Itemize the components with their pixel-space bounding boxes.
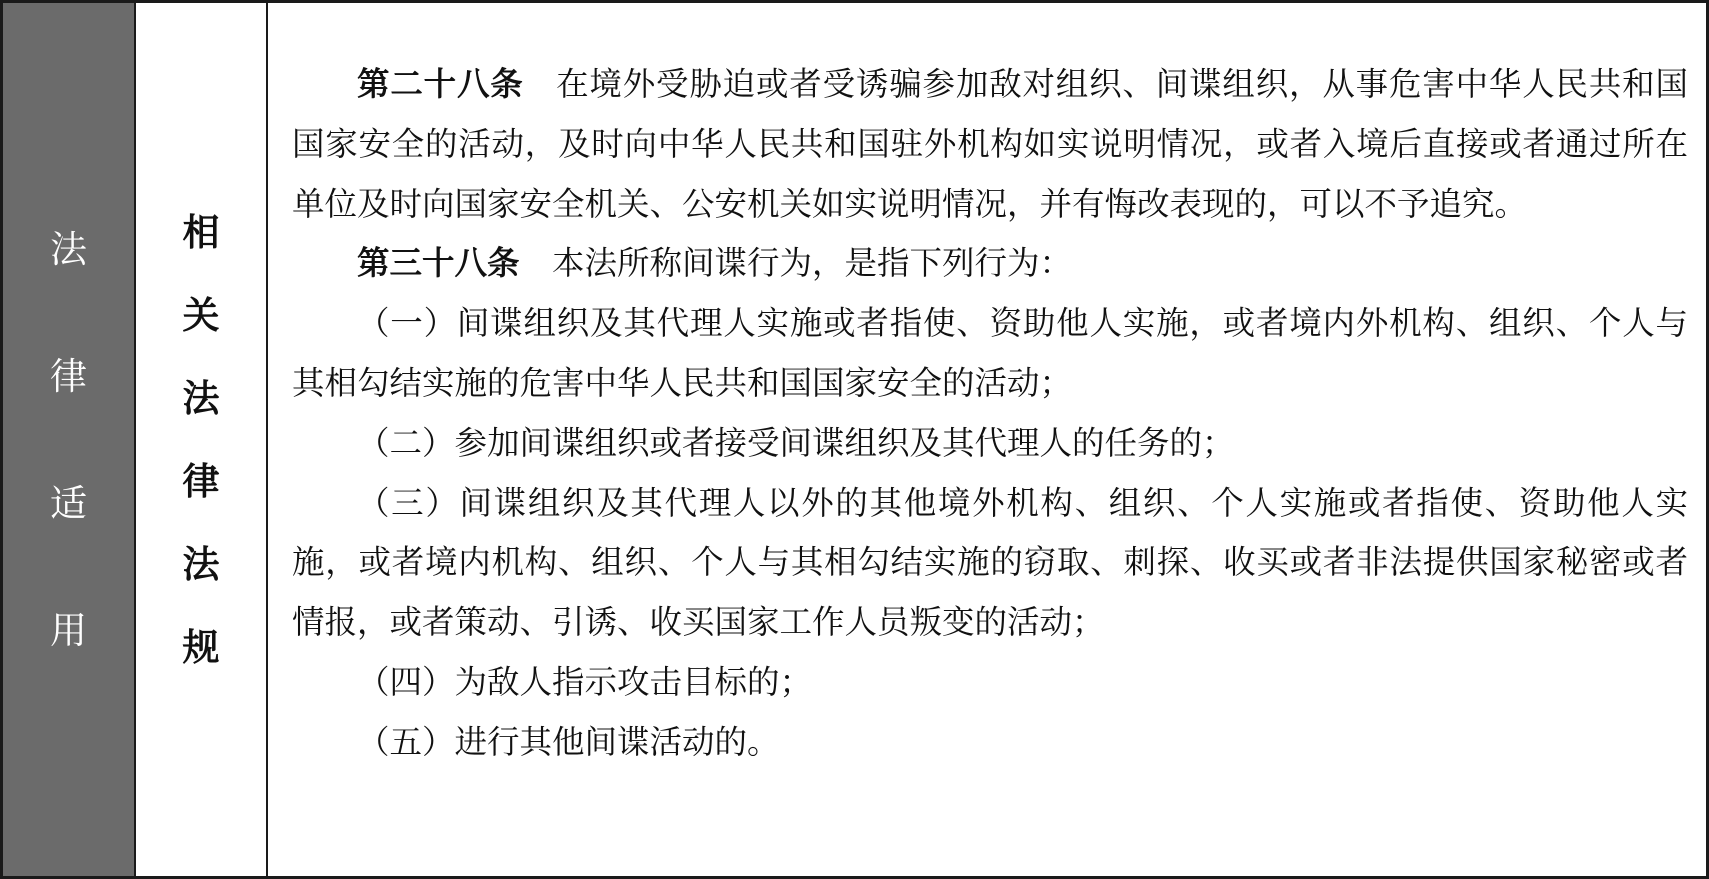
subcategory-char: 相: [182, 210, 220, 254]
category-char: 律: [50, 354, 87, 398]
category-char: 法: [50, 227, 87, 271]
subcategory-column: [136, 3, 268, 876]
category-char: 适: [50, 481, 87, 525]
article-text: 在境外受胁迫或者受诱骗参加敌对组织、间谍组织，从事危害中华人民共和国国家安全的活动，及时向中华人民共和国驻外机构如实说明情况，或者入境后直接或者通过所在单位及时向国家安全机关、公安机关如实说明情况，并有悔改表现的，可以不予追究。: [292, 65, 1688, 223]
subcategory-char: 法: [182, 376, 220, 420]
list-item: （四）为敌人指示攻击目标的；: [357, 662, 813, 701]
article-paragraph: [292, 55, 1688, 234]
article-text: 本法所称间谍行为，是指下列行为：: [552, 244, 1073, 283]
subcategory-char: 律: [182, 459, 220, 503]
law-text-body: [292, 55, 1688, 773]
list-item: （五）进行其他间谍活动的。: [357, 722, 780, 761]
category-column: [3, 3, 136, 876]
article-number: 第二十八条: [357, 65, 524, 103]
list-item: （三）间谍组织及其代理人以外的其他境外机构、组织、个人实施或者指使、资助他人实施，或者境内机构、组织、个人与其相勾结实施的窃取、刺探、收买或者非法提供国家秘密或者情报，或者策动、引诱、收买国家工作人员叛变的活动；: [292, 483, 1688, 642]
subcategory-char: 关: [182, 293, 220, 337]
article-number: 第三十八条: [357, 244, 520, 283]
subcategory-char: 法: [182, 542, 220, 586]
category-char: 用: [50, 608, 87, 652]
subcategory-char: 规: [182, 625, 220, 669]
list-item: （二）参加间谍组织或者接受间谍组织及其代理人的任务的；: [357, 423, 1235, 462]
list-item: （一）间谍组织及其代理人实施或者指使、资助他人实施，或者境内外机构、组织、个人与其相勾结实施的危害中华人民共和国国家安全的活动；: [292, 304, 1688, 402]
article-paragraph: [292, 234, 1688, 294]
